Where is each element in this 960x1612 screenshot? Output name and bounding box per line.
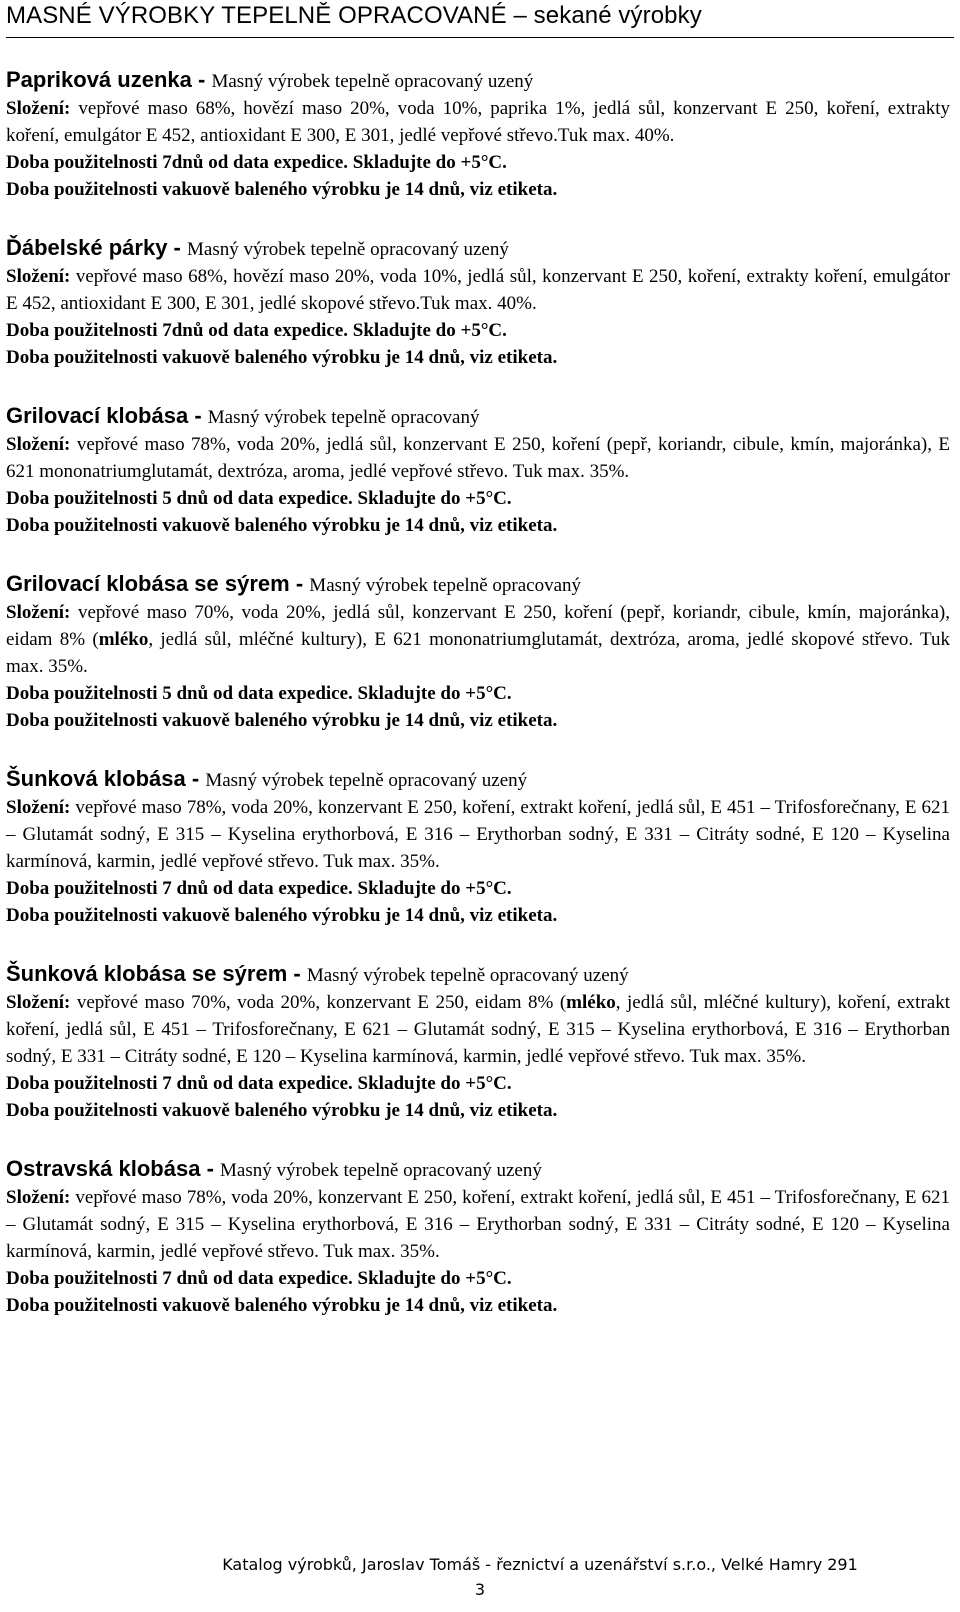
allergen-text: mléko [566,992,616,1013]
product-list [6,66,950,1350]
product-type: Masný výrobek tepelně opracovaný uzený [187,239,509,260]
shelf-life-text: Doba použitelnosti 7 dnů od data expedice. Skladujte do +5°C. [6,878,512,899]
title-dash: - [287,961,307,986]
title-dash: - [188,403,208,428]
product-name: Papriková uzenka [6,67,192,92]
product-composition [6,1184,950,1265]
title-dash: - [167,235,187,260]
composition-text: vepřové maso 68%, hovězí maso 20%, voda 10%, jedlá sůl, konzervant E 250, koření, extrakty koření, emulgátor E 452, antioxidant E 300, E 301, jedlé skopové střevo.Tuk max. 40%. [6,266,950,314]
composition-label: Složení: [6,434,71,455]
product-composition [6,989,950,1070]
composition-label: Složení: [6,98,71,119]
product-composition [6,95,950,149]
product-entry [6,765,950,929]
product-entry [6,66,950,203]
product-title-line [6,402,950,431]
composition-text: vepřové maso 78%, voda 20%, konzervant E 250, koření, extrakt koření, jedlá sůl, E 451 – Trifosforečnany, E 621 – Glutamát sodný, E 315 – Kyselina erythorbová, E 316 – Erythorban sodný, E 331 – Citráty sodné, E 120 – Kyselina karmínová, karmin, jedlé vepřové střevo. Tuk max. 35%. [6,1187,950,1262]
product-type: Masný výrobek tepelně opracovaný uzený [306,965,629,986]
title-dash: - [289,571,310,596]
composition-text: vepřové maso 70%, voda 20%, jedlá sůl, konzervant E 250, koření (pepř, koriandr, cibule, kmín, majoránka), eidam 8% ( [6,602,950,650]
composition-text-continued: , jedlá sůl, mléčné kultury), koření, extrakt koření, jedlá sůl, E 451 – Trifosforečnany, E 621 – Glutamát sodný, E 315 – Kyselina erythorbová, E 316 – Erythorban sodný, E 331 – Citráty sodné, E 120 – Kyselina karmínová, karmin, jedlé vepřové střevo. Tuk max. 35%. [6,992,950,1067]
composition-text: vepřové maso 70%, voda 20%, konzervant E 250, eidam 8% ( [70,992,567,1013]
composition-text-continued: , jedlá sůl, mléčné kultury), E 621 mononatriumglutamát, dextróza, aroma, jedlé skopové střevo. Tuk max. 35%. [6,629,950,677]
product-type: Masný výrobek tepelně opracovaný [207,407,480,428]
product-name: Grilovací klobása [6,403,189,428]
vacuum-shelf-life-text: Doba použitelnosti vakuově baleného výrobku je 14 dnů, viz etiketa. [6,179,558,200]
composition-text: vepřové maso 68%, hovězí maso 20%, voda 10%, paprika 1%, jedlá sůl, konzervant E 250, koření, extrakty koření, emulgátor E 452, antioxidant E 300, E 301, jedlé vepřové střevo.Tuk max. 40%. [6,98,950,146]
composition-label: Složení: [6,1187,71,1208]
vacuum-shelf-life-text: Doba použitelnosti vakuově baleného výrobku je 14 dnů, viz etiketa. [6,1295,558,1316]
allergen-text: mléko [98,629,149,650]
product-title-line [6,234,950,263]
shelf-life-text: Doba použitelnosti 7dnů od data expedice. Skladujte do +5°C. [6,152,507,173]
shelf-life-text: Doba použitelnosti 7dnů od data expedice. Skladujte do +5°C. [6,320,507,341]
product-type: Masný výrobek tepelně opracovaný uzený [211,71,534,92]
product-title-line [6,1155,950,1184]
title-dash: - [200,1156,221,1181]
shelf-life-text: Doba použitelnosti 7 dnů od data expedice. Skladujte do +5°C. [6,1268,512,1289]
page-number: 3 [474,1580,486,1599]
shelf-life-text: Doba použitelnosti 5 dnů od data expedice. Skladujte do +5°C. [6,683,512,704]
product-name: Ďábelské párky [6,235,168,260]
product-entry [6,570,950,734]
shelf-life-text: Doba použitelnosti 5 dnů od data expedice. Skladujte do +5°C. [6,488,512,509]
product-name: Šunková klobása [6,766,186,791]
vacuum-shelf-life-text: Doba použitelnosti vakuově baleného výrobku je 14 dnů, viz etiketa. [6,515,558,536]
page-header [6,0,954,38]
product-entry [6,1155,950,1319]
product-entry [6,960,950,1124]
vacuum-shelf-life-text: Doba použitelnosti vakuově baleného výrobku je 14 dnů, viz etiketa. [6,1100,558,1121]
product-title-line [6,66,950,95]
title-dash: - [191,67,212,92]
product-type: Masný výrobek tepelně opracovaný [309,575,582,596]
page-footer [0,1555,960,1599]
product-composition [6,263,950,317]
composition-label: Složení: [6,797,71,818]
product-composition [6,599,950,680]
composition-text: vepřové maso 78%, voda 20%, konzervant E 250, koření, extrakt koření, jedlá sůl, E 451 – Trifosforečnany, E 621 – Glutamát sodný, E 315 – Kyselina erythorbová, E 316 – Erythorban sodný, E 331 – Citráty sodné, E 120 – Kyselina karmínová, karmin, jedlé vepřové střevo. Tuk max. 35%. [6,797,950,872]
composition-label: Složení: [6,266,71,287]
footer-text: Katalog výrobků, Jaroslav Tomáš - řeznictví a uzenářství s.r.o., Velké Hamry 291 [222,1555,858,1574]
product-title-line [6,570,950,599]
title-dash: - [185,766,206,791]
composition-label: Složení: [6,992,71,1013]
product-type: Masný výrobek tepelně opracovaný uzený [205,770,528,791]
composition-label: Složení: [6,602,71,623]
product-entry [6,234,950,371]
vacuum-shelf-life-text: Doba použitelnosti vakuově baleného výrobku je 14 dnů, viz etiketa. [6,905,558,926]
composition-text: vepřové maso 78%, voda 20%, jedlá sůl, konzervant E 250, koření (pepř, koriandr, cibule, kmín, majoránka), E 621 mononatriumglutamát, dextróza, aroma, jedlé vepřové střevo. Tuk max. 35%. [6,434,950,482]
product-entry [6,402,950,539]
shelf-life-text: Doba použitelnosti 7 dnů od data expedice. Skladujte do +5°C. [6,1073,512,1094]
vacuum-shelf-life-text: Doba použitelnosti vakuově baleného výrobku je 14 dnů, viz etiketa. [6,710,558,731]
product-composition [6,431,950,485]
product-title-line [6,960,950,989]
product-composition [6,794,950,875]
product-title-line [6,765,950,794]
product-name: Šunková klobása se sýrem [6,961,288,986]
page-title: MASNÉ VÝROBKY TEPELNĚ OPRACOVANÉ – sekané výrobky [6,2,702,29]
product-type: Masný výrobek tepelně opracovaný uzený [220,1160,542,1181]
product-name: Ostravská klobása [6,1156,201,1181]
vacuum-shelf-life-text: Doba použitelnosti vakuově baleného výrobku je 14 dnů, viz etiketa. [6,347,558,368]
product-name: Grilovací klobása se sýrem [6,571,290,596]
